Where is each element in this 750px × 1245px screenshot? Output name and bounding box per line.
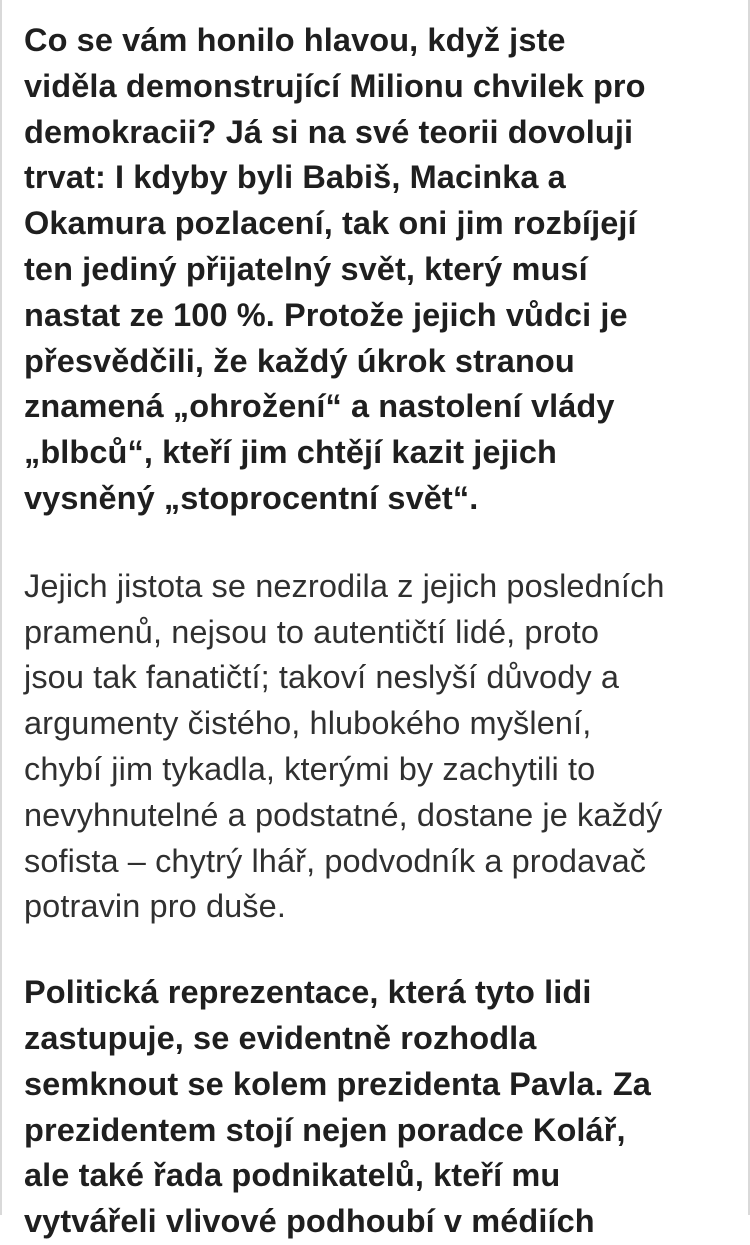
paragraph-spacer	[24, 930, 736, 970]
text-line: Politická reprezentace, která tyto lidi	[24, 974, 592, 1011]
text-line: jsou tak fanatičtí; takoví neslyší důvody a	[24, 659, 620, 696]
text-line: přesvědčili, že každý úkrok stranou	[24, 342, 575, 379]
text-line: vytvářeli vlivové podhoubí v médiích	[24, 1203, 595, 1240]
article-body	[24, 18, 736, 1245]
text-line: Jejich jistota se nezrodila z jejich posledních	[24, 567, 665, 604]
text-line: prezidentem stojí nejen poradce Kolář,	[24, 1111, 626, 1148]
text-line: znamená „ohrožení“ a nastolení vlády	[24, 388, 615, 425]
text-line: potravin pro duše.	[24, 888, 286, 925]
text-line: ten jediný přijatelný svět, který musí	[24, 250, 588, 287]
text-line: trvat: I kdyby byli Babiš, Macinka a	[24, 159, 566, 196]
paragraph-3	[24, 970, 736, 1245]
paragraph-spacer	[24, 522, 736, 564]
paragraph-1	[24, 18, 736, 522]
text-line: argumenty čistého, hlubokého myšlení,	[24, 705, 592, 742]
paragraph-2	[24, 564, 736, 930]
text-line: Okamura pozlacení, tak oni jim rozbíjejí	[24, 205, 637, 242]
text-line: semknout se kolem prezidenta Pavla. Za	[24, 1065, 651, 1102]
text-line: chybí jim tykadla, kterými by zachytili to	[24, 750, 596, 787]
text-line: demokracii? Já si na své teorii dovoluji	[24, 113, 634, 150]
text-line: vysněný „stoprocentní svět“.	[24, 479, 479, 516]
text-line: nastat ze 100 %. Protože jejich vůdci je	[24, 296, 628, 333]
text-line: ale také řada podnikatelů, kteří mu	[24, 1157, 561, 1194]
text-line: sofista – chytrý lhář, podvodník a prodavač	[24, 842, 647, 879]
text-line: nevyhnutelné a podstatné, dostane je každý	[24, 796, 663, 833]
text-line: „blbců“, kteří jim chtějí kazit jejich	[24, 434, 557, 471]
text-line: Co se vám honilo hlavou, když jste	[24, 22, 566, 58]
text-line: viděla demonstrující Milionu chvilek pro	[24, 67, 646, 104]
text-line: pramenů, nejsou to autentičtí lidé, proto	[24, 613, 600, 650]
text-line: zastupuje, se evidentně rozhodla	[24, 1019, 537, 1056]
